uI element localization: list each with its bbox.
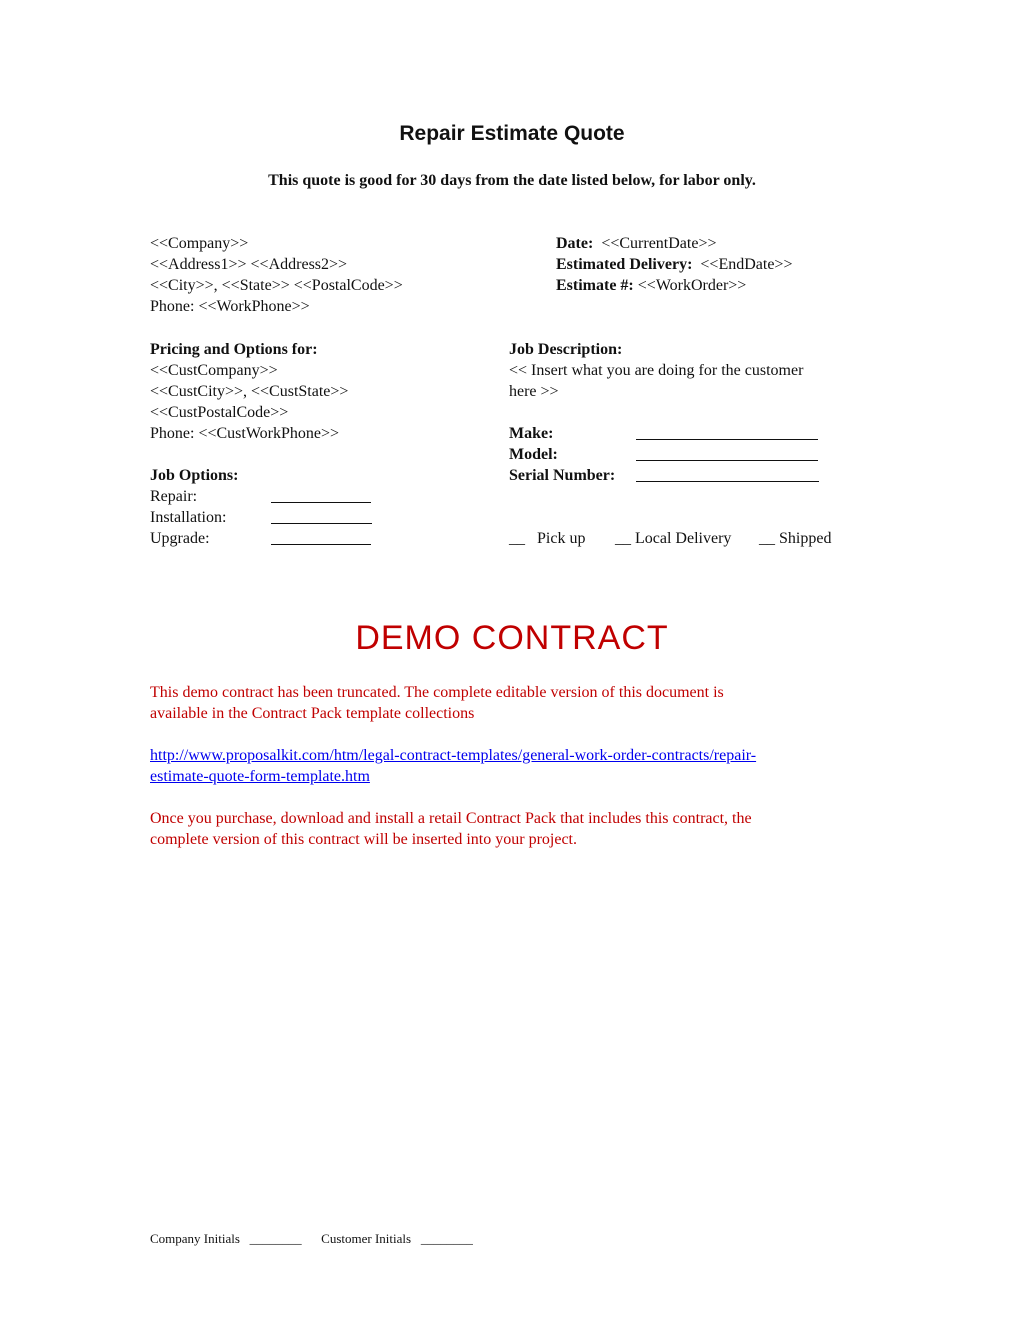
make-row bbox=[509, 423, 553, 444]
estimate-row bbox=[556, 275, 792, 296]
serial-field[interactable] bbox=[636, 467, 819, 482]
delivery-label: Estimated Delivery: bbox=[556, 256, 693, 273]
delivery-value: <<EndDate>> bbox=[700, 256, 793, 273]
job-option-repair-label: Repair: bbox=[150, 488, 198, 505]
customer-city-line: <<CustCity>>, <<CustState>> bbox=[150, 383, 349, 400]
estimate-value: <<WorkOrder>> bbox=[637, 277, 747, 294]
model-field[interactable] bbox=[636, 446, 818, 461]
footer-initials bbox=[150, 1231, 473, 1247]
customer-postal: <<CustPostalCode>> bbox=[150, 404, 289, 421]
customer-heading: Pricing and Options for: bbox=[150, 341, 318, 358]
serial-row bbox=[509, 465, 615, 486]
estimate-label: Estimate #: bbox=[556, 277, 634, 294]
job-description-line-1: << Insert what you are doing for the customer bbox=[509, 362, 804, 379]
customer-initials-blank[interactable]: ________ bbox=[420, 1231, 473, 1246]
purchase-notice-line-1: Once you purchase, download and install a retail Contract Pack that includes this contract, the bbox=[150, 810, 752, 827]
job-options-heading: Job Options: bbox=[150, 467, 239, 484]
local-delivery-blank: __ bbox=[615, 530, 631, 547]
job-option-upgrade-label: Upgrade: bbox=[150, 530, 210, 547]
job-description-line-2: here >> bbox=[509, 383, 559, 400]
date-label: Date: bbox=[556, 235, 594, 252]
make-field[interactable] bbox=[636, 425, 818, 440]
template-link-line-2[interactable]: estimate-quote-form-template.htm bbox=[150, 768, 370, 785]
job-option-installation-label: Installation: bbox=[150, 509, 227, 526]
pickup-label: Pick up bbox=[537, 530, 586, 547]
job-description-block bbox=[509, 339, 803, 402]
job-options-heading-row bbox=[150, 465, 238, 486]
delivery-row bbox=[556, 254, 792, 275]
quote-info-block bbox=[556, 233, 792, 296]
customer-phone bbox=[150, 423, 348, 444]
date-value: <<CurrentDate>> bbox=[601, 235, 717, 252]
pickup-blank: __ bbox=[509, 530, 525, 547]
serial-label: Serial Number: bbox=[509, 467, 616, 484]
job-option-installation-field[interactable] bbox=[271, 509, 372, 524]
shipped-blank: __ bbox=[759, 530, 775, 547]
demo-contract-title: DEMO CONTRACT bbox=[355, 619, 669, 657]
delivery-option-local[interactable] bbox=[615, 528, 731, 549]
job-option-upgrade-field[interactable] bbox=[271, 530, 371, 545]
job-option-repair-field[interactable] bbox=[271, 488, 371, 503]
model-row bbox=[509, 444, 558, 465]
company-info-block bbox=[150, 233, 403, 317]
job-description-heading: Job Description: bbox=[509, 341, 623, 358]
company-initials-blank[interactable]: ________ bbox=[249, 1231, 302, 1246]
make-label: Make: bbox=[509, 425, 554, 442]
delivery-option-shipped[interactable] bbox=[759, 528, 831, 549]
customer-phone-value: <<CustWorkPhone>> bbox=[198, 425, 340, 442]
template-link-line-1[interactable]: http://www.proposalkit.com/htm/legal-contract-templates/general-work-order-contracts/repair- bbox=[150, 747, 757, 764]
document-title: Repair Estimate Quote bbox=[399, 122, 625, 145]
customer-phone-label: Phone: bbox=[150, 425, 195, 442]
date-row bbox=[556, 233, 792, 254]
customer-initials-label: Customer Initials bbox=[321, 1231, 412, 1246]
company-city-line: <<City>>, <<State>> <<PostalCode>> bbox=[150, 277, 403, 294]
customer-info-block bbox=[150, 339, 348, 444]
customer-company: <<CustCompany>> bbox=[150, 362, 278, 379]
demo-notice-line-1: This demo contract has been truncated. The complete editable version of this document is bbox=[150, 684, 724, 701]
purchase-notice-line-2: complete version of this contract will be inserted into your project. bbox=[150, 831, 577, 848]
shipped-label: Shipped bbox=[779, 530, 832, 547]
company-name: <<Company>> bbox=[150, 235, 249, 252]
model-label: Model: bbox=[509, 446, 558, 463]
company-phone-label: Phone: bbox=[150, 298, 195, 315]
company-address: <<Address1>> <<Address2>> bbox=[150, 256, 348, 273]
company-phone bbox=[150, 296, 403, 317]
company-initials-label: Company Initials bbox=[150, 1231, 240, 1246]
demo-notice-line-2: available in the Contract Pack template collections bbox=[150, 705, 475, 722]
local-delivery-label: Local Delivery bbox=[635, 530, 732, 547]
quote-validity-note: This quote is good for 30 days from the date listed below, for labor only. bbox=[268, 172, 756, 189]
company-phone-value: <<WorkPhone>> bbox=[198, 298, 310, 315]
delivery-option-pickup[interactable] bbox=[509, 528, 585, 549]
